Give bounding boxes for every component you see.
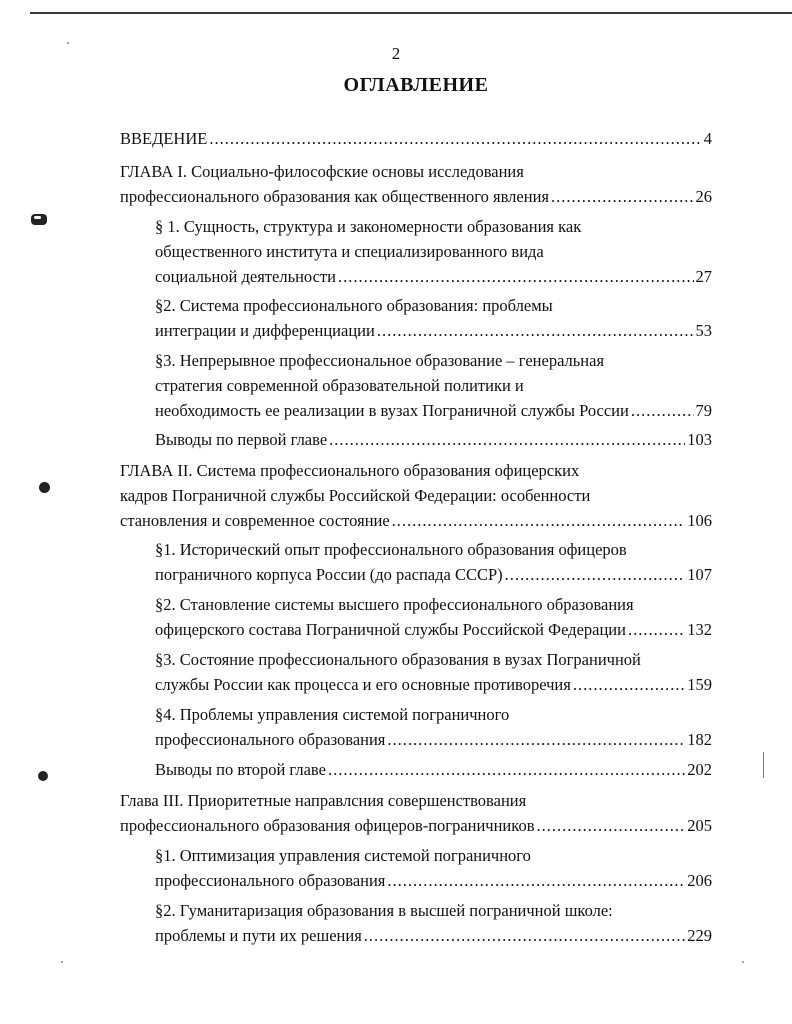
scan-artifact-line xyxy=(763,752,764,778)
dot-leader xyxy=(573,672,685,697)
scan-artifact-mark xyxy=(39,482,50,493)
toc-entry-ch1-section-1: § 1. Сущность, структура и закономерности образования как общественного института и специализированного вида социальной деятельности ..... 27 xyxy=(155,214,712,289)
toc-entry-ch2-section-3: §3. Состояние профессионального образования в вузах Пограничной службы России как процесса и его основные противоречия ..... 159 xyxy=(155,647,712,697)
toc-entry-chapter-3: Глава III. Приоритетные направлсния совершенствования профессионального образования офицеров-пограничников ..... 205 xyxy=(120,788,712,838)
toc-entry-ch1-section-3: §3. Непрерывное профессиональное образование – генеральная стратегия современной образовательной политики и необходимость ее реализации в вузах Пограничной службы России ..... 79 xyxy=(155,348,712,423)
toc-page-number: 206 xyxy=(687,871,712,890)
toc-entry-ch1-section-2: §2. Система профессионального образования: проблемы интеграции и дифференциации ..... 53 xyxy=(155,293,712,343)
toc-page-number: 53 xyxy=(695,321,712,340)
dot-leader xyxy=(364,923,685,948)
page-title: ОГЛАВЛЕНИЕ xyxy=(343,74,489,96)
toc-page-number: 4 xyxy=(703,129,712,148)
toc-page-number: 159 xyxy=(687,675,712,694)
toc-page-number: 27 xyxy=(695,267,712,286)
dot-leader xyxy=(387,868,685,893)
scan-speck xyxy=(61,961,63,963)
toc-page-number: 26 xyxy=(695,187,712,206)
dot-leader xyxy=(628,617,685,642)
toc-entry-chapter-1: ГЛАВА I. Социально-философские основы исследования профессионального образования как общественного явления ..... 26 xyxy=(120,159,712,209)
dot-leader xyxy=(329,427,685,452)
dot-leader xyxy=(209,126,701,151)
toc-page-number: 106 xyxy=(687,511,712,530)
dot-leader xyxy=(377,318,694,343)
toc-page-number: 103 xyxy=(687,430,712,449)
toc-page-number: 202 xyxy=(687,760,712,779)
dot-leader xyxy=(328,757,685,782)
toc-entry-ch3-section-2: §2. Гуманитаризация образования в высшей пограничной школе: проблемы и пути их решения ..... 229 xyxy=(155,898,712,948)
toc-page-number: 229 xyxy=(687,926,712,945)
toc-page-number: 79 xyxy=(695,401,712,420)
scan-speck xyxy=(742,961,744,963)
toc-entry-ch1-conclusion: Выводы по первой главе ..... 103 xyxy=(155,427,712,452)
dot-leader xyxy=(338,264,694,289)
toc-page-number: 107 xyxy=(687,565,712,584)
scan-speck xyxy=(67,42,69,44)
toc-entry-ch2-section-2: §2. Становление системы высшего профессионального образования офицерского состава Пограничной службы Российской Федерации ..... 132 xyxy=(155,592,712,642)
scan-artifact-mark xyxy=(38,771,48,781)
toc-entry-ch2-section-4: §4. Проблемы управления системой пограничного профессионального образования ..... 182 xyxy=(155,702,712,752)
dot-leader xyxy=(536,813,685,838)
dot-leader xyxy=(551,184,694,209)
toc-entry-ch2-section-1: §1. Исторический опыт профессионального образования офицеров пограничного корпуса России (до распада СССР) ..... 107 xyxy=(155,537,712,587)
toc-page-number: 182 xyxy=(687,730,712,749)
toc-entry-chapter-2: ГЛАВА II. Система профессионального образования офицерских кадров Пограничной службы Российской Федерации: особенности становления и современное состояние ..... 106 xyxy=(120,458,712,533)
toc-entry-ch3-section-1: §1. Оптимизация управления системой пограничного профессионального образования ..... 206 xyxy=(155,843,712,893)
dot-leader xyxy=(505,562,686,587)
page-number: 2 xyxy=(391,44,401,63)
dot-leader xyxy=(631,398,694,423)
scan-edge-line xyxy=(30,12,792,14)
toc-page-number: 132 xyxy=(687,620,712,639)
dot-leader xyxy=(392,508,686,533)
scan-artifact-mark xyxy=(34,216,41,219)
dot-leader xyxy=(387,727,685,752)
toc-entry-ch2-conclusion: Выводы по второй главе ..... 202 xyxy=(155,757,712,782)
toc-page-number: 205 xyxy=(687,816,712,835)
toc-entry-introduction: ВВЕДЕНИЕ ..... 4 xyxy=(120,126,712,151)
